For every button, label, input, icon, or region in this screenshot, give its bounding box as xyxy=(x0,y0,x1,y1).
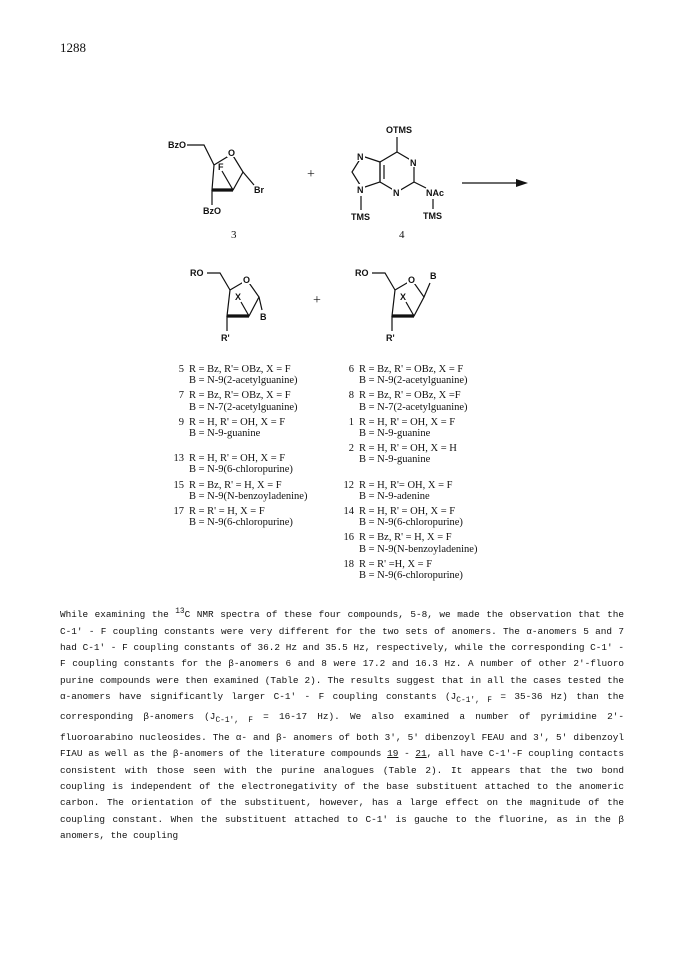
page-number: 1288 xyxy=(60,40,86,55)
n7-label: N xyxy=(357,152,364,162)
compound-entry: 9 R = H, R' = OH, X = F B = N-9-guanine xyxy=(178,416,286,440)
compound-entry: 13 R = H, R' = OH, X = F B = N-9(6-chloropurine) xyxy=(173,453,293,476)
reference-21: 21 xyxy=(415,748,427,760)
compound-number-3: 3 xyxy=(231,229,237,241)
otms-label: OTMS xyxy=(386,125,412,135)
compound-entry: 7 R = Bz, R'= OBz, X = F B = N-7(2-acetylguanine) xyxy=(178,390,298,413)
n3-label: N xyxy=(393,188,400,198)
c2-f-bond xyxy=(222,171,233,190)
b-label-beta: B xyxy=(430,271,437,281)
n9-label: N xyxy=(357,185,364,195)
bromine-label: Br xyxy=(254,185,265,195)
tms-left-label: TMS xyxy=(351,212,370,222)
compound-entry: 1 R = H, R' = OH, X = F B = N-9-guanine xyxy=(348,416,456,440)
plus-sign-1: + xyxy=(307,167,315,182)
rp-label-beta: R' xyxy=(386,333,395,343)
body-paragraph xyxy=(60,604,624,845)
compound-entry: 15 R = Bz, R' = H, X = F B = N-9(N-benzoyladenine) xyxy=(173,479,308,502)
c5-bond xyxy=(187,145,214,165)
bzo-top-label: BzO xyxy=(168,140,186,150)
ring-oxygen: O xyxy=(228,148,236,158)
c5-bond-alpha xyxy=(207,273,230,290)
compound-entry: 16 R = Bz, R' = H, X = F B = N-9(N-benzoyladenine) xyxy=(343,532,478,555)
compound-number-4: 4 xyxy=(399,229,405,241)
compound-entry: 18 R = R' =H, X = F B = N-9(6-chloropurine) xyxy=(343,558,463,582)
pyrimidine-ring xyxy=(380,152,414,192)
ring-oxygen-beta: O xyxy=(408,275,416,285)
bzo-bottom-label: BzO xyxy=(203,206,221,216)
compound-entry: 2 R = H, R' = OH, X = H B = N-9-guanine xyxy=(348,443,457,466)
x-bond-alpha xyxy=(241,302,249,316)
furanose-ring-alpha xyxy=(227,280,259,316)
n1-label: N xyxy=(410,158,417,168)
ro-label-alpha: RO xyxy=(190,268,204,278)
c1-br-bond xyxy=(243,172,254,185)
c5-bond-beta xyxy=(372,273,395,290)
compound-entry: 8 R = Bz, R' = OBz, X =F B = N-7(2-acetylguanine) xyxy=(348,390,468,413)
b-bond-alpha xyxy=(259,297,262,310)
nac-label: NAc xyxy=(426,188,445,198)
compound-entry: 12 R = H, R'= OH, X = F B = N-9-adenine xyxy=(343,479,453,502)
compound-entry: 5 R = Bz, R'= OBz, X = F B = N-9(2-acetylguanine) xyxy=(178,364,298,387)
reaction-arrow xyxy=(462,179,528,187)
tms-right-label: TMS xyxy=(423,211,442,221)
furanose-ring xyxy=(212,154,243,190)
product-beta-anomer xyxy=(355,268,437,343)
compound-entry: 14 R = H, R' = OH, X = F B = N-9(6-chloropurine) xyxy=(343,506,463,529)
reactant-purine-4 xyxy=(351,125,444,241)
ro-label-beta: RO xyxy=(355,268,369,278)
rp-label-alpha: R' xyxy=(221,333,230,343)
furanose-ring-beta xyxy=(392,280,424,316)
b-label-alpha: B xyxy=(260,312,267,322)
compound-list-alpha xyxy=(170,364,307,532)
reactant-sugar-3 xyxy=(168,140,264,241)
reference-19: 19 xyxy=(387,748,399,760)
x-bond-beta xyxy=(406,302,414,316)
compound-entry: 17 R = R' = H, X = F B = N-9(6-chloropurine) xyxy=(173,506,293,529)
x-label-alpha: X xyxy=(235,292,242,302)
compound-list-beta xyxy=(340,364,477,585)
b-bond-beta xyxy=(424,283,430,297)
fluorine-label: F xyxy=(218,162,224,172)
paragraph-text: While examining the $^{13}$C NMR spectra of these four compounds, 5-8, we made the observation that the C-1' - F coupling constants were very different for the two sets of anomers. The α-anomers 5 and 7 had C-1' - F coupling constants of 36.2 Hz and 35.5 Hz, respectively, while the corresponding C-1' - F coupling constants for the β-anomers 6 and 8 were 17.2 and 16.3 Hz. A number of other 2'-fluoro purine compounds were then examined (Table 2). The results suggest that in all the cases tested the α-anomers have significantly larger C-1' - F coupling constants ($J_{C-1', F} = 35-36$ Hz) than the corresponding β-anomers ($J_{C-1', F} = 16-17$ Hz). We also examined a number of pyrimidine 2'-fluoroarabino nucleosides. The α- and β- anomers of both 3', 5' dibenzoyl FEAU and 3', 5' dibenzoyl FIAU as well as the β-anomers of the literature compounds 19 - 21, all have C-1'-F coupling contacts consistent with those seen with the purine analogues (Table 2). It appears that the two bond coupling is independent of the electronegativity of the base substituent attached to the anomeric carbon. The orientation of the substituent, however, has a large effect on the magnitude of the coupling constant. When the substituent attached to C-1' is gauche to the fluorine, as in the β anomers, the coupling xyxy=(60,607,624,842)
ring-oxygen-alpha: O xyxy=(243,275,251,285)
product-alpha-anomer xyxy=(190,268,267,343)
plus-sign-2: + xyxy=(313,293,321,308)
x-label-beta: X xyxy=(400,292,407,302)
c2-nac-bond xyxy=(414,182,426,188)
compound-entry: 6 R = Bz, R' = OBz, X = F B = N-9(2-acetylguanine) xyxy=(348,364,468,387)
